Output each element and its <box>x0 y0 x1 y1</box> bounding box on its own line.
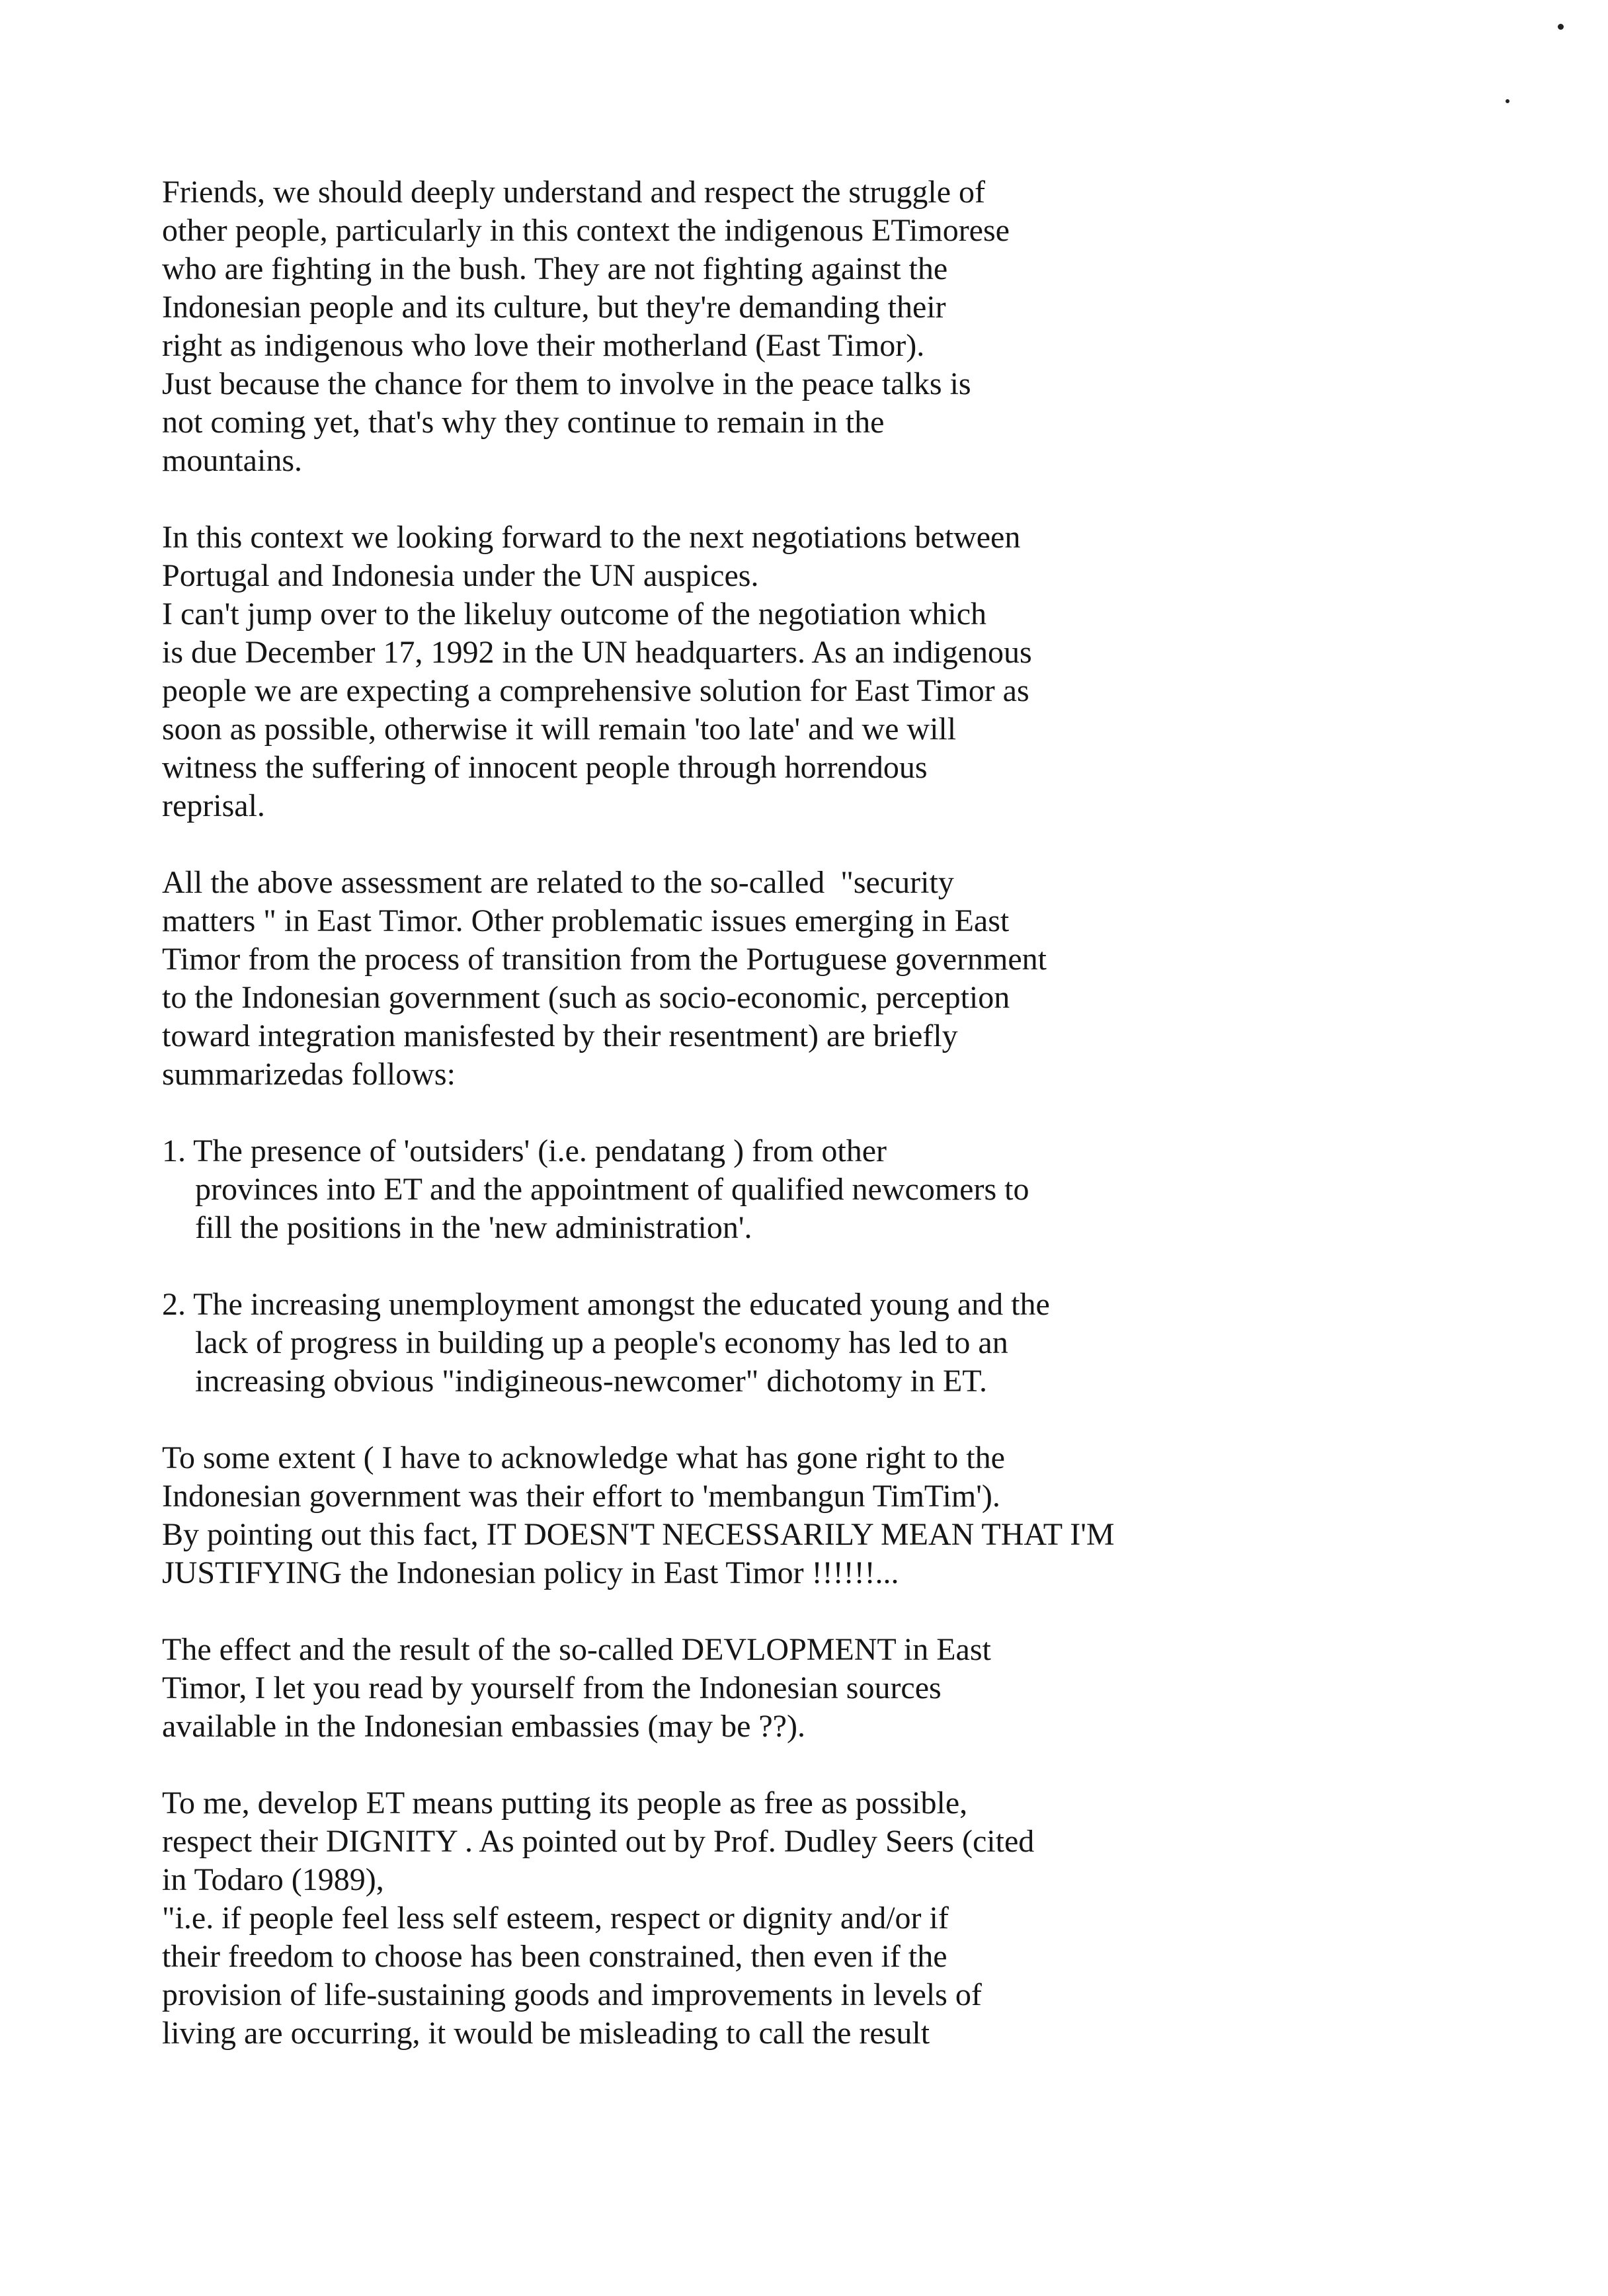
text-line: The effect and the result of the so-called DEVLOPMENT in East <box>162 1632 991 1667</box>
text-line: In this context we looking forward to the next negotiations between <box>162 520 1021 555</box>
paragraph-3 <box>162 864 1484 1094</box>
paragraph-2 <box>162 518 1484 825</box>
paragraph-gap <box>162 1592 1484 1631</box>
text-line: Timor from the process of transition from the Portuguese government <box>162 942 1047 977</box>
text-line: Portugal and Indonesia under the UN auspices. <box>162 558 759 593</box>
text-line: summarizedas follows: <box>162 1057 456 1092</box>
text-line: matters " in East Timor. Other problematic issues emerging in East <box>162 903 1010 938</box>
paragraph-gap <box>162 480 1484 518</box>
text-line: By pointing out this fact, IT DOESN'T NECESSARILY MEAN THAT I'M <box>162 1517 1115 1552</box>
text-line: All the above assessment are related to the so-called "security <box>162 865 954 900</box>
paragraph-4 <box>162 1439 1484 1592</box>
text-line: to the Indonesian government (such as socio-economic, perception <box>162 980 1010 1015</box>
letter-body <box>162 173 1484 2053</box>
paragraph-gap <box>162 1401 1484 1439</box>
text-line: I can't jump over to the likeluy outcome of the negotiation which <box>162 596 986 632</box>
text-line: not coming yet, that's why they continue to remain in the <box>162 405 885 440</box>
text-line: respect their DIGNITY . As pointed out by Prof. Dudley Seers (cited <box>162 1824 1035 1859</box>
text-line: JUSTIFYING the Indonesian policy in East Timor !!!!!!... <box>162 1555 899 1590</box>
text-line: To some extent ( I have to acknowledge what has gone right to the <box>162 1440 1005 1475</box>
text-line: 1. The presence of 'outsiders' (i.e. pendatang ) from other <box>162 1133 887 1168</box>
paragraph-6 <box>162 1784 1484 2053</box>
text-line: toward integration manisfested by their resentment) are briefly <box>162 1018 958 1053</box>
text-line: right as indigenous who love their motherland (East Timor). <box>162 328 925 363</box>
text-line: living are occurring, it would be misleading to call the result <box>162 2016 930 2051</box>
paragraph-gap <box>162 1247 1484 1286</box>
text-line: soon as possible, otherwise it will remain 'too late' and we will <box>162 712 957 747</box>
text-line: Timor, I let you read by yourself from the Indonesian sources <box>162 1670 942 1705</box>
text-line: Indonesian people and its culture, but they're demanding their <box>162 290 946 325</box>
list-item-1 <box>162 1132 1484 1247</box>
text-line: Just because the chance for them to involve in the peace talks is <box>162 366 971 401</box>
text-line: other people, particularly in this context the indigenous ETimorese <box>162 213 1010 248</box>
text-line: reprisal. <box>162 788 265 823</box>
text-line: available in the Indonesian embassies (may be ??). <box>162 1709 805 1744</box>
text-line: increasing obvious "indigineous-newcomer" dichotomy in ET. <box>195 1364 988 1399</box>
text-line: Indonesian government was their effort to 'membangun TimTim'). <box>162 1479 1000 1514</box>
text-line: Friends, we should deeply understand and respect the struggle of <box>162 175 986 210</box>
list-item-2 <box>162 1286 1484 1401</box>
text-line: is due December 17, 1992 in the UN headquarters. As an indigenous <box>162 635 1032 670</box>
text-line: their freedom to choose has been constrained, then even if the <box>162 1939 947 1974</box>
text-line: mountains. <box>162 443 302 478</box>
text-line: who are fighting in the bush. They are not fighting against the <box>162 251 948 286</box>
text-line: in Todaro (1989), <box>162 1862 384 1897</box>
paragraph-1 <box>162 173 1484 480</box>
paragraph-gap <box>162 1746 1484 1784</box>
text-line: fill the positions in the 'new administration'. <box>195 1210 752 1245</box>
paragraph-gap <box>162 1094 1484 1132</box>
text-line: provision of life-sustaining goods and improvements in levels of <box>162 1977 982 2012</box>
scan-speck <box>1558 24 1564 30</box>
text-line: provinces into ET and the appointment of qualified newcomers to <box>195 1172 1029 1207</box>
text-line: people we are expecting a comprehensive solution for East Timor as <box>162 673 1029 708</box>
paragraph-5 <box>162 1631 1484 1746</box>
paragraph-gap <box>162 825 1484 864</box>
text-line: 2. The increasing unemployment amongst the educated young and the <box>162 1287 1050 1322</box>
text-line: To me, develop ET means putting its people as free as possible, <box>162 1785 968 1821</box>
text-line: lack of progress in building up a people's economy has led to an <box>195 1325 1008 1360</box>
scan-speck <box>1506 99 1509 103</box>
text-line: "i.e. if people feel less self esteem, respect or dignity and/or if <box>162 1901 949 1936</box>
text-line: witness the suffering of innocent people through horrendous <box>162 750 928 785</box>
